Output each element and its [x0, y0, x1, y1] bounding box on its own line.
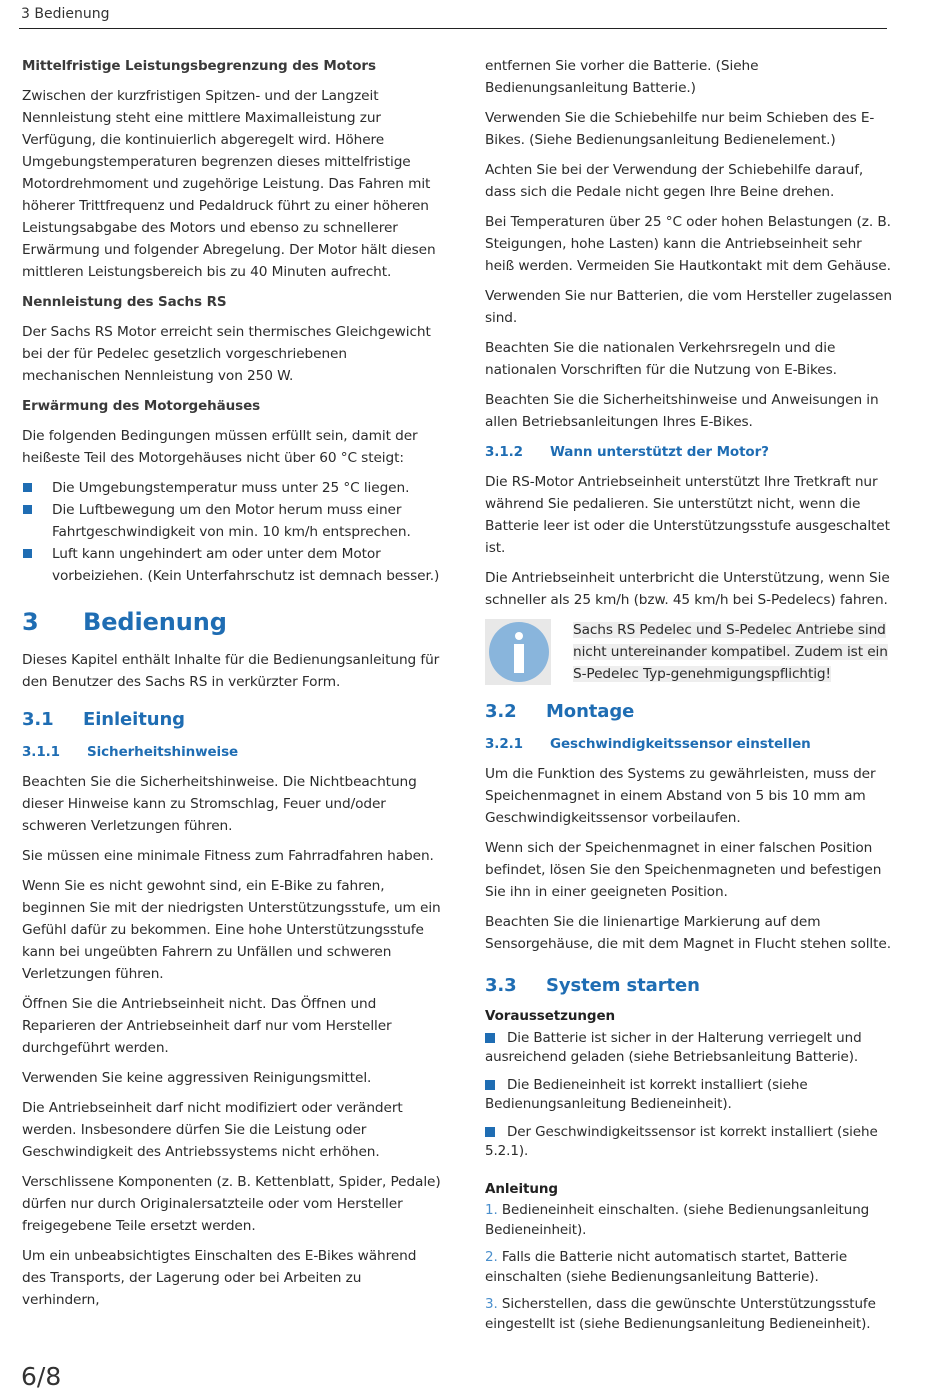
running-header: 3 Bedienung: [21, 6, 110, 22]
paragraph: Der Sachs RS Motor erreicht sein thermisches Gleichgewicht bei der für Pedelec gesetzlich vorgeschriebenen mechanischen Nennleistung von 250 W.: [22, 324, 431, 384]
section-heading-3-2: 3.2 Montage: [485, 701, 635, 722]
list-item: Die Bedieneinheit ist korrekt installiert (siehe Bedienungsanleitung Bedieneinheit).: [485, 1076, 808, 1112]
paragraph: Um die Funktion des Systems zu gewährleisten, muss der Speichenmagnet in einem Abstand von 5 bis 10 mm am Geschwindigkeitssensor vorbeilaufen.: [485, 766, 876, 826]
paragraph: Um ein unbeabsichtigtes Einschalten des E-Bikes während des Transports, der Lagerung oder bei Arbeiten zu verhindern,: [22, 1248, 417, 1308]
paragraph: Beachten Sie die Sicherheitshinweise. Die Nichtbeachtung dieser Hinweise kann zu Stromschlag, Feuer und/oder schweren Verletzungen führen.: [22, 774, 417, 834]
paragraph: Sie müssen eine minimale Fitness zum Fahrradfahren haben.: [22, 848, 434, 864]
section-heading-3-3: 3.3 System starten: [485, 975, 700, 996]
section-heading-3-1: 3.1 Einleitung: [22, 709, 185, 730]
list-item: Luft kann ungehindert am oder unter dem Motor vorbeiziehen. (Kein Unterfahrschutz ist demnach besser.): [22, 543, 442, 587]
right-column: [485, 55, 895, 1342]
header-rule: [19, 28, 887, 29]
bullet-square-icon: [23, 483, 32, 492]
bullet-square-icon: [23, 505, 32, 514]
step-item: 2. Falls die Batterie nicht automatisch startet, Batterie einschalten (siehe Bedienungsanleitung Batterie).: [485, 1249, 848, 1285]
paragraph: Die Antriebseinheit darf nicht modifiziert oder verändert werden. Insbesondere dürfen Sie die Leistung oder Geschwindigkeit des Antriebssystems nicht erhöhen.: [22, 1100, 403, 1160]
paragraph: Die Antriebseinheit unterbricht die Unterstützung, wenn Sie schneller als 25 km/h (bzw. 45 km/h bei S-Pedelecs) fahren.: [485, 570, 890, 608]
paragraph: Verwenden Sie nur Batterien, die vom Hersteller zugelassen sind.: [485, 288, 892, 326]
paragraph: Wenn Sie es nicht gewohnt sind, ein E-Bike zu fahren, beginnen Sie mit der niedrigsten Unterstützungsstufe, um ein Gefühl dafür zu bekommen. Eine hohe Unterstützungsstufe kann bei ungeübten Fahrern zu Unfällen und schweren Verletzungen führen.: [22, 878, 441, 982]
note-text: Sachs RS Pedelec und S-Pedelec Antriebe sind nicht untereinander kompatibel. Zudem ist ein S-Pedelec Typ-genehmigungspflichtig!: [573, 622, 888, 682]
bullet-square-icon: [485, 1080, 495, 1090]
page-number: 6/8: [21, 1362, 62, 1391]
prerequisites-title: Voraussetzungen: [485, 1008, 616, 1024]
condition-list: [22, 477, 442, 587]
subheading-nennleistung: Nennleistung des Sachs RS: [22, 294, 227, 310]
paragraph: Zwischen der kurzfristigen Spitzen- und der Langzeit Nennleistung steht eine mittlere Maximalleistung zur Verfügung, die kontinuierlich abgeregelt wird. Höhere Umgebungstemperaturen begrenzen dieses mittelfristige Motordrehmoment und zugehörige Leistung. Das Fahren mit höherer Trittfrequenz und Pedaldruck führt zu einer höheren Leistungsabgabe des Motors und ebenso zu schnellerer Erwärmung und folgender Abregelung. Der Motor hält diesen mittleren Leistungsbereich bis zu 40 Minuten aufrecht.: [22, 88, 436, 280]
subheading-leistungsbegrenzung: Mittelfristige Leistungsbegrenzung des Motors: [22, 58, 376, 74]
paragraph: Achten Sie bei der Verwendung der Schiebehilfe darauf, dass sich die Pedale nicht gegen Ihre Beine drehen.: [485, 162, 864, 200]
paragraph: Beachten Sie die nationalen Verkehrsregeln und die nationalen Vorschriften für die Nutzung von E-Bikes.: [485, 340, 837, 378]
info-note: [485, 619, 895, 685]
paragraph: Verschlissene Komponenten (z. B. Kettenblatt, Spider, Pedale) dürfen nur durch Originalersatzteile oder vom Hersteller freigegebene Teile ersetzt werden.: [22, 1174, 441, 1234]
step-item: 1. Bedieneinheit einschalten. (siehe Bedienungsanleitung Bedieneinheit).: [485, 1202, 870, 1238]
paragraph: Die RS-Motor Antriebseinheit unterstützt Ihre Tretkraft nur während Sie pedalieren. Sie unterstützt nicht, wenn die Batterie leer ist oder die Unterstützungsstufe ausgeschaltet ist.: [485, 474, 890, 556]
list-item: Die Luftbewegung um den Motor herum muss einer Fahrtgeschwindigkeit von min. 10 km/h entsprechen.: [22, 499, 442, 543]
paragraph: Öffnen Sie die Antriebseinheit nicht. Das Öffnen und Reparieren der Antriebseinheit darf nur vom Hersteller durchgeführt werden.: [22, 996, 392, 1056]
subsection-heading-3-2-1: 3.2.1 Geschwindigkeitssensor einstellen: [485, 736, 811, 752]
paragraph: Verwenden Sie keine aggressiven Reinigungsmittel.: [22, 1070, 372, 1086]
bullet-square-icon: [485, 1127, 495, 1137]
subsection-heading-3-1-2: 3.1.2 Wann unterstützt der Motor?: [485, 444, 769, 460]
chapter-intro: Dieses Kapitel enthält Inhalte für die Bedienungsanleitung für den Benutzer des Sachs RS in verkürzter Form.: [22, 652, 440, 690]
subsection-heading-3-1-1: 3.1.1 Sicherheitshinweise: [22, 744, 239, 760]
paragraph: Beachten Sie die Sicherheitshinweise und Anweisungen in allen Betriebsanleitungen Ihres E-Bikes.: [485, 392, 879, 430]
step-item: 3. Sicherstellen, dass die gewünschte Unterstützungsstufe eingestellt ist (siehe Bedienungsanleitung Bedieneinheit).: [485, 1296, 876, 1332]
list-item: Die Batterie ist sicher in der Halterung verriegelt und ausreichend geladen (siehe Betriebsanleitung Batterie).: [485, 1029, 862, 1065]
paragraph: Wenn sich der Speichenmagnet in einer falschen Position befindet, lösen Sie den Speichenmagneten und befestigen Sie ihn in einer geeigneten Position.: [485, 840, 882, 900]
instructions-title: Anleitung: [485, 1180, 558, 1197]
list-item: Die Umgebungstemperatur muss unter 25 °C liegen.: [22, 477, 442, 499]
paragraph: Bei Temperaturen über 25 °C oder hohen Belastungen (z. B. Steigungen, hohe Lasten) kann die Antriebseinheit sehr heiß werden. Vermeiden Sie Hautkontakt mit dem Gehäuse.: [485, 214, 891, 274]
list-item: Der Geschwindigkeitssensor ist korrekt installiert (siehe 5.2.1).: [485, 1123, 878, 1159]
bullet-square-icon: [485, 1033, 495, 1043]
left-column: [22, 55, 442, 1319]
info-icon: [485, 619, 551, 685]
chapter-heading: 3 Bedienung: [22, 608, 227, 636]
bullet-square-icon: [23, 549, 32, 558]
paragraph: Die folgenden Bedingungen müssen erfüllt sein, damit der heißeste Teil des Motorgehäuses nicht über 60 °C steigt:: [22, 428, 418, 466]
paragraph: entfernen Sie vorher die Batterie. (Siehe Bedienungsanleitung Batterie.): [485, 58, 759, 96]
prerequisites: [485, 1007, 895, 1334]
subheading-erwaermung: Erwärmung des Motorgehäuses: [22, 398, 261, 414]
paragraph: Beachten Sie die linienartige Markierung auf dem Sensorgehäuse, die mit dem Magnet in Flucht stehen sollte.: [485, 914, 891, 952]
paragraph: Verwenden Sie die Schiebehilfe nur beim Schieben des E-Bikes. (Siehe Bedienungsanleitung Bedienelement.): [485, 110, 875, 148]
